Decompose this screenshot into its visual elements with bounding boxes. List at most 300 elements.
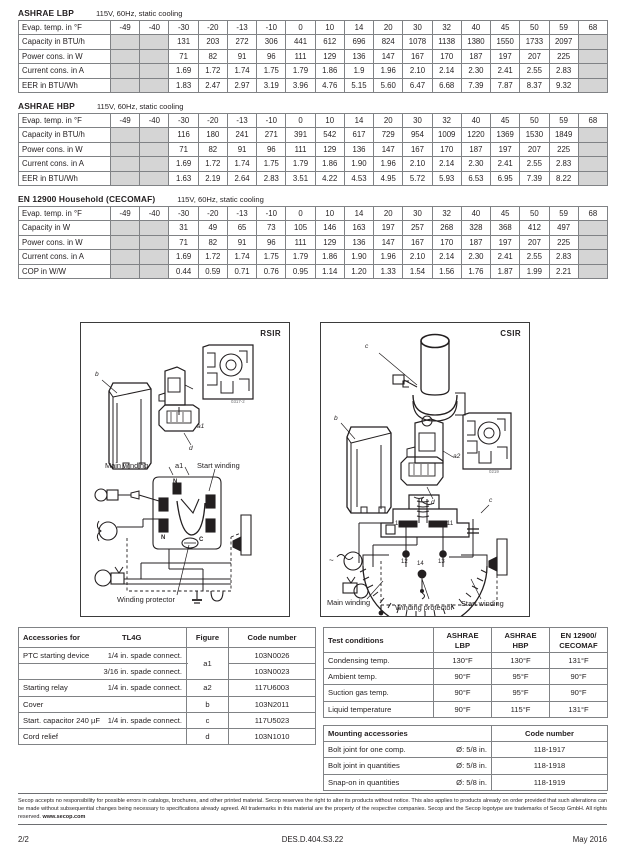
- accessory-spec: 1/4 in. spade connect.: [107, 683, 182, 693]
- data-cell: 2097: [549, 35, 578, 49]
- website-link[interactable]: www.secop.com: [42, 814, 86, 821]
- data-cell: 2.30: [461, 64, 490, 78]
- temp-header-cell: 10: [315, 207, 344, 221]
- data-cell: 1220: [461, 128, 490, 142]
- row-label: Capacity in W: [19, 221, 111, 235]
- data-cell: [140, 235, 169, 249]
- temp-header-cell: -13: [227, 207, 256, 221]
- accessory-figure: a1: [187, 648, 229, 680]
- data-cell: 2.41: [491, 157, 520, 171]
- data-cell: 136: [344, 49, 373, 63]
- test-condition-label: Condensing temp.: [324, 653, 434, 669]
- mounting-diameter: Ø: 5/8 in.: [456, 745, 487, 755]
- data-cell: 1380: [461, 35, 490, 49]
- temp-header-cell: 40: [461, 21, 490, 35]
- header-line: ASHRAE: [446, 630, 479, 640]
- data-cell: [578, 221, 607, 235]
- data-cell: 105: [286, 221, 315, 235]
- data-cell: 1.33: [374, 264, 403, 278]
- accessory-figure: c: [187, 712, 229, 728]
- column-header: Evap. temp. in °F: [19, 114, 111, 128]
- data-cell: 136: [344, 142, 373, 156]
- temp-header-cell: -49: [111, 207, 140, 221]
- accessory-name: Starting relay: [23, 683, 68, 693]
- row-label: Current cons. in A: [19, 64, 111, 78]
- publication-date: May 2016: [572, 835, 607, 845]
- mounting-name-cell: [324, 758, 492, 774]
- data-cell: 241: [227, 128, 256, 142]
- data-cell: 1.72: [198, 250, 227, 264]
- row-label: Power cons. in W: [19, 142, 111, 156]
- csir-part-c-schematic: c: [489, 497, 493, 504]
- data-cell: 1.63: [169, 171, 198, 185]
- data-cell: 207: [520, 235, 549, 249]
- data-cell: [111, 235, 140, 249]
- data-cell: 5.72: [403, 171, 432, 185]
- data-cell: 129: [315, 235, 344, 249]
- data-cell: 1.69: [169, 250, 198, 264]
- accessory-name-cell: [19, 664, 187, 680]
- data-cell: 5.15: [344, 78, 373, 92]
- data-cell: 71: [169, 235, 198, 249]
- row-label: Capacity in BTU/h: [19, 35, 111, 49]
- data-cell: 136: [344, 235, 373, 249]
- data-cell: 197: [491, 49, 520, 63]
- data-cell: 170: [432, 49, 461, 63]
- data-cell: 0.76: [257, 264, 286, 278]
- data-cell: 2.47: [198, 78, 227, 92]
- rsir-terminal-n-bottom: N: [161, 535, 166, 541]
- data-cell: 111: [286, 142, 315, 156]
- data-cell: 3.96: [286, 78, 315, 92]
- rsir-terminal-c: C: [199, 537, 204, 543]
- temp-header-cell: -40: [140, 207, 169, 221]
- temp-header-cell: -30: [169, 207, 198, 221]
- data-cell: 167: [403, 49, 432, 63]
- data-cell: 207: [520, 49, 549, 63]
- data-cell: 824: [374, 35, 403, 49]
- test-condition-value: 90°F: [434, 701, 492, 717]
- temp-header-cell: 68: [578, 21, 607, 35]
- document-id: DES.D.404.S3.22: [281, 835, 344, 845]
- data-cell: 612: [315, 35, 344, 49]
- data-cell: 129: [315, 142, 344, 156]
- perf-table-title: ASHRAE LBP: [18, 8, 74, 18]
- perf-table-conditions: 115V, 60Hz, static cooling: [95, 9, 183, 18]
- data-cell: [140, 171, 169, 185]
- data-cell: 0.95: [286, 264, 315, 278]
- data-cell: [111, 157, 140, 171]
- temp-header-cell: 14: [344, 114, 373, 128]
- data-cell: 2.55: [520, 157, 549, 171]
- table-row: [19, 221, 608, 235]
- csir-terminal-14: 14: [417, 561, 424, 567]
- data-cell: 225: [549, 49, 578, 63]
- data-cell: 131: [169, 35, 198, 49]
- accessory-code: 103N0026: [229, 648, 316, 664]
- mounting-name: Snap-on in quantities: [328, 777, 400, 787]
- table-row: [19, 157, 608, 171]
- data-cell: 2.21: [549, 264, 578, 278]
- accessory-spec: 3/16 in. spade connect.: [103, 667, 182, 677]
- data-cell: 1.79: [286, 157, 315, 171]
- temp-header-cell: -30: [169, 21, 198, 35]
- data-cell: 5.60: [374, 78, 403, 92]
- data-cell: 2.30: [461, 250, 490, 264]
- temp-header-cell: 32: [432, 21, 461, 35]
- perf-data-table: [18, 20, 608, 93]
- table-row: [19, 142, 608, 156]
- temp-header-cell: -13: [227, 21, 256, 35]
- data-cell: 1530: [520, 128, 549, 142]
- data-cell: 1.79: [286, 64, 315, 78]
- data-cell: [111, 128, 140, 142]
- wiring-diagrams: [0, 322, 625, 622]
- data-cell: 1.14: [315, 264, 344, 278]
- data-cell: 272: [227, 35, 256, 49]
- data-cell: 1.9: [344, 64, 373, 78]
- data-cell: [140, 221, 169, 235]
- temp-header-cell: 45: [491, 114, 520, 128]
- data-cell: 2.14: [432, 64, 461, 78]
- accessories-header: Figure: [187, 628, 229, 648]
- data-cell: 1.79: [286, 250, 315, 264]
- perf-table-conditions: 115V, 60Hz, static cooling: [96, 102, 184, 112]
- data-cell: 1.99: [520, 264, 549, 278]
- mounting-code: 118-1919: [492, 774, 608, 790]
- diagram-csir-label: CSIR: [500, 329, 521, 338]
- data-cell: 1.72: [198, 64, 227, 78]
- data-cell: 1.83: [169, 78, 198, 92]
- table-row: [19, 78, 608, 92]
- data-cell: 1.96: [374, 250, 403, 264]
- data-cell: 1.74: [227, 157, 256, 171]
- data-cell: [578, 171, 607, 185]
- data-cell: 91: [227, 142, 256, 156]
- data-cell: 3.51: [286, 171, 315, 185]
- data-cell: 7.87: [491, 78, 520, 92]
- data-cell: [578, 157, 607, 171]
- accessory-name-cell: [19, 712, 187, 728]
- temp-header-cell: 59: [549, 21, 578, 35]
- csir-caption-start-winding: Start winding: [461, 599, 504, 608]
- row-label: EER in BTU/Wh: [19, 78, 111, 92]
- data-cell: 2.30: [461, 157, 490, 171]
- accessory-code: 103N0023: [229, 664, 316, 680]
- table-row: [324, 774, 608, 790]
- data-cell: 497: [549, 221, 578, 235]
- rsir-part-a1: a1: [197, 423, 205, 430]
- table-row: [324, 653, 608, 669]
- temp-header-cell: 10: [315, 114, 344, 128]
- temp-header-cell: 45: [491, 207, 520, 221]
- data-cell: 2.83: [549, 157, 578, 171]
- data-cell: 391: [286, 128, 315, 142]
- data-cell: 0.44: [169, 264, 198, 278]
- rsir-caption-main-winding: Main winding: [105, 461, 149, 470]
- mounting-name: Bolt joint for one comp.: [328, 745, 406, 755]
- test-condition-value: 130°F: [492, 653, 550, 669]
- table-row: [19, 264, 608, 278]
- data-cell: 187: [461, 49, 490, 63]
- temp-header-cell: 40: [461, 207, 490, 221]
- table-row: [19, 21, 608, 35]
- accessory-name: Start. capacitor 240 µF: [23, 715, 100, 725]
- perf-table-block: [0, 194, 625, 279]
- data-cell: 268: [432, 221, 461, 235]
- data-cell: 5.93: [432, 171, 461, 185]
- temp-header-cell: 30: [403, 114, 432, 128]
- data-cell: 1.90: [344, 157, 373, 171]
- data-cell: 1.72: [198, 157, 227, 171]
- test-conditions-table: [323, 627, 608, 718]
- mounting-header: Mounting accessories: [324, 726, 492, 742]
- data-cell: [140, 157, 169, 171]
- data-cell: 1.90: [344, 250, 373, 264]
- data-cell: [578, 35, 607, 49]
- data-cell: 96: [257, 235, 286, 249]
- temp-header-cell: 50: [520, 114, 549, 128]
- data-cell: 82: [198, 49, 227, 63]
- table-row: [324, 701, 608, 717]
- test-conditions-header: [550, 628, 608, 653]
- data-cell: 2.55: [520, 250, 549, 264]
- data-cell: [111, 35, 140, 49]
- test-condition-value: 95°F: [492, 685, 550, 701]
- temp-header-cell: 30: [403, 21, 432, 35]
- data-cell: 187: [461, 142, 490, 156]
- accessory-name: Cover: [23, 699, 44, 709]
- data-cell: 147: [374, 142, 403, 156]
- data-cell: [578, 250, 607, 264]
- temp-header-cell: -40: [140, 114, 169, 128]
- data-cell: 2.41: [491, 64, 520, 78]
- diagram-rsir: [80, 322, 290, 617]
- data-cell: 6.95: [491, 171, 520, 185]
- table-row: [19, 664, 316, 680]
- perf-table-conditions: 115V, 60Hz, static cooling: [177, 195, 264, 205]
- data-cell: 1.75: [257, 250, 286, 264]
- test-condition-value: 115°F: [492, 701, 550, 717]
- data-cell: 1.69: [169, 64, 198, 78]
- data-cell: 71: [169, 142, 198, 156]
- csir-part-c-top: c: [365, 343, 369, 350]
- test-condition-label: Liquid temperature: [324, 701, 434, 717]
- table-row: [324, 669, 608, 685]
- csir-terminal-13: 13: [438, 559, 445, 565]
- data-cell: 2.14: [432, 250, 461, 264]
- data-cell: 9.32: [549, 78, 578, 92]
- test-condition-value: 90°F: [550, 685, 608, 701]
- csir-terminal-12: 12: [401, 559, 408, 565]
- temp-header-cell: 50: [520, 207, 549, 221]
- table-row: [19, 114, 608, 128]
- accessory-figure: a2: [187, 680, 229, 696]
- data-cell: 197: [491, 235, 520, 249]
- row-label: Capacity in BTU/h: [19, 128, 111, 142]
- rsir-part-b: b: [95, 371, 99, 378]
- data-cell: 2.55: [520, 64, 549, 78]
- data-cell: 146: [315, 221, 344, 235]
- data-cell: 1369: [491, 128, 520, 142]
- data-cell: [140, 142, 169, 156]
- temp-header-cell: 59: [549, 114, 578, 128]
- data-cell: 1078: [403, 35, 432, 49]
- temp-header-cell: 14: [344, 207, 373, 221]
- mounting-name-cell: [324, 774, 492, 790]
- data-cell: 8.22: [549, 171, 578, 185]
- data-cell: 1.75: [257, 157, 286, 171]
- temp-header-cell: 32: [432, 114, 461, 128]
- data-cell: 1.56: [432, 264, 461, 278]
- page-footer: [18, 793, 607, 844]
- data-cell: 1.96: [374, 64, 403, 78]
- accessory-name-cell: [19, 696, 187, 712]
- mounting-code: 118-1917: [492, 742, 608, 758]
- temp-header-cell: -20: [198, 114, 227, 128]
- accessory-code: 117U6003: [229, 680, 316, 696]
- temp-header-cell: -20: [198, 21, 227, 35]
- csir-terminal-11: 11: [447, 521, 454, 527]
- table-row: [19, 680, 316, 696]
- data-cell: 129: [315, 49, 344, 63]
- perf-table-heading: [0, 101, 625, 113]
- temp-header-cell: -40: [140, 21, 169, 35]
- mounting-diameter: Ø: 5/8 in.: [456, 777, 487, 787]
- data-cell: [140, 64, 169, 78]
- data-cell: 4.22: [315, 171, 344, 185]
- csir-small-code: 0219: [489, 469, 499, 474]
- data-cell: 225: [549, 142, 578, 156]
- mounting-header: Code number: [492, 726, 608, 742]
- data-cell: [140, 128, 169, 142]
- accessories-model: TL4G: [121, 633, 142, 642]
- data-cell: [111, 142, 140, 156]
- data-cell: 111: [286, 49, 315, 63]
- data-cell: 1.86: [315, 64, 344, 78]
- temp-header-cell: -13: [227, 114, 256, 128]
- accessories-table: [18, 627, 316, 745]
- data-cell: 91: [227, 49, 256, 63]
- data-cell: 1.74: [227, 64, 256, 78]
- data-cell: 271: [257, 128, 286, 142]
- data-cell: 1.75: [257, 64, 286, 78]
- row-label: COP in W/W: [19, 264, 111, 278]
- data-cell: [140, 49, 169, 63]
- test-condition-value: 90°F: [434, 685, 492, 701]
- data-cell: 207: [520, 142, 549, 156]
- data-cell: 170: [432, 235, 461, 249]
- data-cell: 696: [344, 35, 373, 49]
- data-cell: 1733: [520, 35, 549, 49]
- data-cell: 441: [286, 35, 315, 49]
- test-condition-label: Ambient temp.: [324, 669, 434, 685]
- table-row: [19, 235, 608, 249]
- table-row: [324, 726, 608, 742]
- data-cell: 167: [403, 235, 432, 249]
- data-cell: 1.86: [315, 250, 344, 264]
- data-cell: [578, 78, 607, 92]
- csir-terminal-10: 10: [395, 521, 402, 527]
- accessories-header: [19, 628, 187, 648]
- legal-disclaimer: [18, 794, 607, 824]
- data-cell: 197: [491, 142, 520, 156]
- data-cell: 2.83: [257, 171, 286, 185]
- table-row: [19, 250, 608, 264]
- temp-header-cell: 50: [520, 21, 549, 35]
- data-cell: 180: [198, 128, 227, 142]
- data-cell: 0.59: [198, 264, 227, 278]
- data-cell: [111, 250, 140, 264]
- data-cell: 2.97: [227, 78, 256, 92]
- data-cell: 368: [491, 221, 520, 235]
- table-row: [19, 696, 316, 712]
- data-cell: 542: [315, 128, 344, 142]
- data-cell: [578, 49, 607, 63]
- data-cell: 328: [461, 221, 490, 235]
- temp-header-cell: 30: [403, 207, 432, 221]
- csir-part-a2: a2: [453, 453, 461, 460]
- table-row: [19, 207, 608, 221]
- table-row: [19, 648, 316, 664]
- data-cell: 170: [432, 142, 461, 156]
- table-row: [324, 685, 608, 701]
- temp-header-cell: -10: [257, 207, 286, 221]
- test-condition-value: 131°F: [550, 653, 608, 669]
- test-condition-value: 90°F: [434, 669, 492, 685]
- temp-header-cell: 68: [578, 207, 607, 221]
- data-cell: 6.47: [403, 78, 432, 92]
- mounting-name: Bolt joint in quantities: [328, 761, 400, 771]
- test-conditions-header: [492, 628, 550, 653]
- header-line: HBP: [512, 640, 529, 650]
- temp-header-cell: -49: [111, 21, 140, 35]
- mounting-diameter: Ø: 5/8 in.: [456, 761, 487, 771]
- table-row: [19, 64, 608, 78]
- data-cell: 2.10: [403, 250, 432, 264]
- column-header: Evap. temp. in °F: [19, 21, 111, 35]
- perf-table-block: [0, 101, 625, 186]
- accessories-header: Code number: [229, 628, 316, 648]
- data-cell: 2.83: [549, 64, 578, 78]
- data-cell: 1138: [432, 35, 461, 49]
- data-cell: 147: [374, 49, 403, 63]
- accessory-name: Cord relief: [23, 732, 59, 742]
- temp-header-cell: -49: [111, 114, 140, 128]
- data-cell: 2.10: [403, 157, 432, 171]
- row-label: EER in BTU/Wh: [19, 171, 111, 185]
- data-cell: 1.86: [315, 157, 344, 171]
- perf-table-title: EN 12900 Household (CECOMAF): [18, 194, 156, 205]
- data-cell: 71: [169, 49, 198, 63]
- temp-header-cell: -20: [198, 207, 227, 221]
- accessory-name-cell: [19, 729, 187, 745]
- data-cell: 225: [549, 235, 578, 249]
- rsir-terminal-n-top: N: [173, 479, 178, 485]
- data-cell: 1.69: [169, 157, 198, 171]
- data-cell: 4.95: [374, 171, 403, 185]
- data-cell: 96: [257, 49, 286, 63]
- data-cell: [111, 264, 140, 278]
- test-conditions-header: [324, 628, 434, 653]
- row-label: Current cons. in A: [19, 250, 111, 264]
- data-cell: 0.71: [227, 264, 256, 278]
- test-conditions-header: [434, 628, 492, 653]
- accessory-code: 117U5023: [229, 712, 316, 728]
- rsir-caption-relay: a1: [175, 461, 184, 470]
- csir-caption-winding-protector: Winding protector: [395, 603, 453, 612]
- accessory-spec: 1/4 in. spade connect.: [107, 715, 182, 725]
